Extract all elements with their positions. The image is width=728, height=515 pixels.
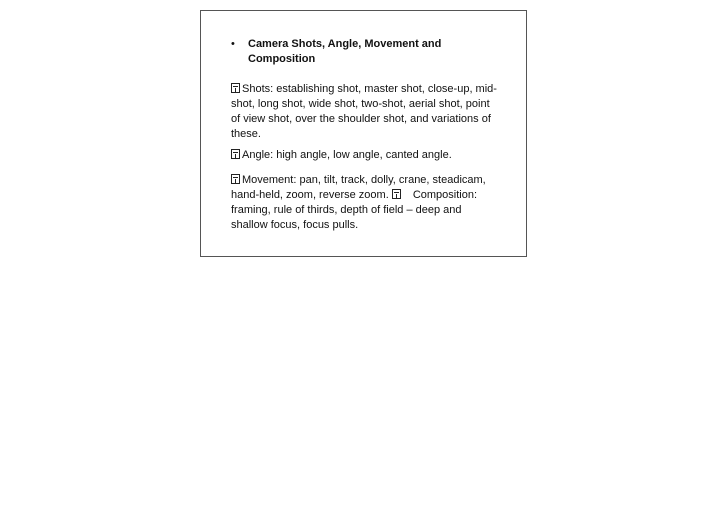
slide-frame [200,10,527,257]
missing-glyph-icon [231,149,240,159]
angle-paragraph [231,148,499,163]
movement-text: Movement: pan, tilt, track, dolly, crane, steadicam, hand-held, zoom, reverse zoom. [231,174,486,201]
bullet-icon: • [231,38,235,50]
missing-glyph-icon [231,174,240,184]
heading-row [231,37,481,67]
missing-glyph-icon [392,189,401,199]
slide-heading: Camera Shots, Angle, Movement and Composition [248,38,442,65]
movement-composition-paragraph [231,173,499,233]
missing-glyph-icon [231,83,240,93]
angle-text: Angle: high angle, low angle, canted angle. [242,149,452,161]
shots-paragraph [231,82,499,142]
composition-text: Composition: framing, rule of thirds, depth of field – deep and shallow focus, focus pulls. [231,189,478,231]
shots-text: Shots: establishing shot, master shot, close-up, mid-shot, long shot, wide shot, two-shot, aerial shot, point of view shot, over the shoulder shot, and variations of these. [231,83,497,140]
